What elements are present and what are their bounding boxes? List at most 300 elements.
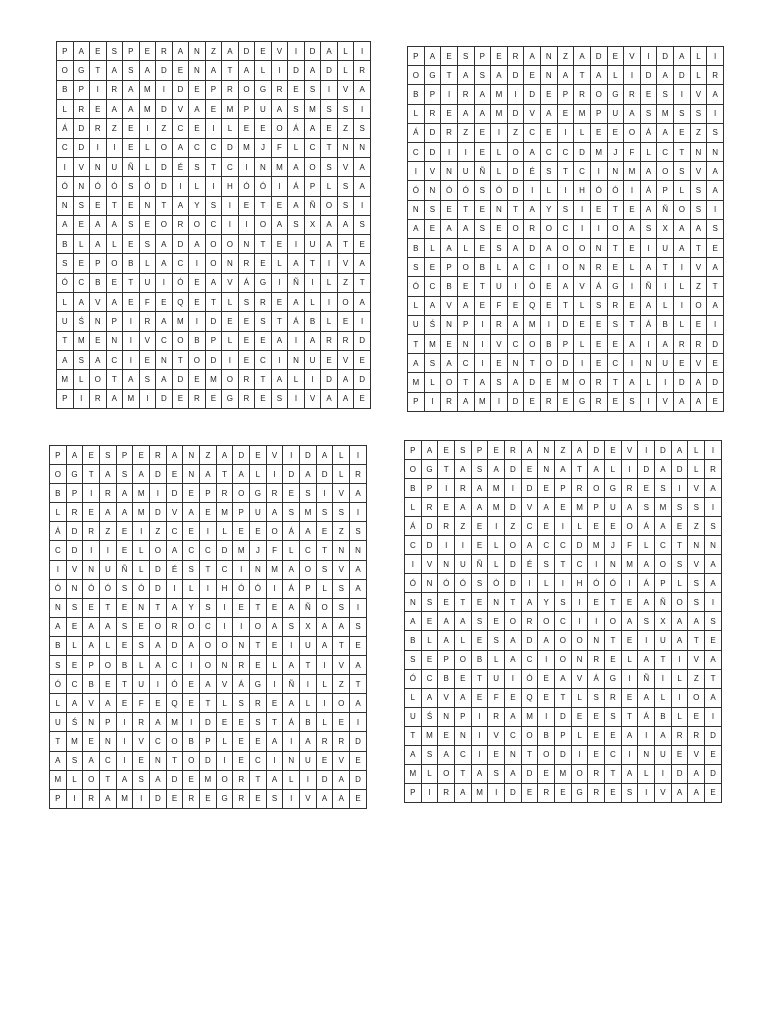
grid-cell: U <box>657 354 674 373</box>
grid-cell: E <box>189 80 206 99</box>
grid-cell: O <box>521 726 538 745</box>
grid-cell: O <box>655 555 672 574</box>
grid-row <box>50 446 367 465</box>
grid-cell: D <box>505 555 522 574</box>
grid-cell: I <box>538 650 555 669</box>
grid-row <box>405 764 722 783</box>
grid-cell: N <box>507 354 524 373</box>
grid-cell: O <box>457 258 474 277</box>
grid-row <box>405 536 722 555</box>
grid-cell: D <box>316 770 333 789</box>
grid-cell: O <box>507 219 524 238</box>
grid-cell: I <box>321 293 338 312</box>
grid-cell: A <box>106 61 123 80</box>
grid-cell: Ó <box>488 574 505 593</box>
grid-cell: N <box>57 196 74 215</box>
grid-cell: R <box>438 517 455 536</box>
grid-cell: A <box>106 99 123 118</box>
grid-cell: D <box>150 503 167 522</box>
grid-cell: V <box>441 296 458 315</box>
grid-row <box>50 770 367 789</box>
word-search-grid-bottom-left <box>49 445 367 809</box>
grid-cell: Á <box>638 517 655 536</box>
grid-cell: A <box>488 460 505 479</box>
grid-cell: F <box>491 296 508 315</box>
grid-cell: E <box>83 446 100 465</box>
grid-cell: A <box>350 484 367 503</box>
grid-cell: S <box>283 503 300 522</box>
grid-cell: E <box>83 598 100 617</box>
grid-cell: S <box>337 196 354 215</box>
grid-row <box>57 99 371 118</box>
grid-cell: A <box>705 574 722 593</box>
grid-cell: D <box>172 370 189 389</box>
grid-cell: D <box>555 707 572 726</box>
grid-row <box>57 42 371 61</box>
grid-cell: U <box>57 312 74 331</box>
grid-cell: I <box>638 441 655 460</box>
grid-cell: D <box>590 47 607 66</box>
grid-cell: E <box>555 783 572 802</box>
grid-cell: Á <box>588 669 605 688</box>
grid-cell: I <box>421 783 438 802</box>
grid-cell: R <box>83 522 100 541</box>
grid-cell: V <box>139 331 156 350</box>
grid-cell: E <box>607 47 624 66</box>
grid-cell: Ó <box>457 181 474 200</box>
grid-cell: S <box>233 694 250 713</box>
grid-cell: S <box>139 370 156 389</box>
grid-cell: E <box>123 119 140 138</box>
grid-cell: A <box>200 465 217 484</box>
grid-cell: T <box>266 713 283 732</box>
grid-cell: V <box>83 694 100 713</box>
grid-cell: E <box>337 312 354 331</box>
grid-cell: C <box>156 331 173 350</box>
grid-cell: E <box>541 373 558 392</box>
grid-cell: I <box>288 42 305 61</box>
grid-cell: O <box>166 732 183 751</box>
grid-cell: T <box>250 598 267 617</box>
grid-cell: D <box>321 370 338 389</box>
grid-cell: D <box>588 441 605 460</box>
grid-cell: Ñ <box>304 196 321 215</box>
grid-cell: L <box>316 675 333 694</box>
grid-cell: E <box>222 312 239 331</box>
grid-row <box>405 631 722 650</box>
grid-cell: R <box>441 123 458 142</box>
grid-cell: A <box>457 392 474 411</box>
grid-cell: G <box>421 460 438 479</box>
grid-cell: I <box>674 296 691 315</box>
grid-cell: I <box>655 669 672 688</box>
grid-cell: C <box>205 215 222 234</box>
grid-cell: M <box>238 138 255 157</box>
grid-cell: O <box>233 484 250 503</box>
grid-row <box>57 312 371 331</box>
grid-cell: J <box>250 541 267 560</box>
grid-cell: Ñ <box>116 560 133 579</box>
grid-cell: A <box>73 42 90 61</box>
grid-cell: L <box>73 370 90 389</box>
grid-cell: M <box>233 541 250 560</box>
grid-cell: T <box>205 157 222 176</box>
grid-cell: Y <box>183 598 200 617</box>
grid-cell: E <box>116 694 133 713</box>
grid-cell: H <box>216 579 233 598</box>
grid-cell: Z <box>505 517 522 536</box>
grid-cell: N <box>333 541 350 560</box>
grid-cell: T <box>90 61 107 80</box>
grid-cell: I <box>638 783 655 802</box>
grid-cell: Z <box>455 517 472 536</box>
grid-cell: L <box>455 631 472 650</box>
grid-cell: I <box>222 196 239 215</box>
grid-cell: E <box>321 119 338 138</box>
grid-cell: S <box>474 219 491 238</box>
grid-cell: V <box>337 80 354 99</box>
grid-cell: A <box>166 446 183 465</box>
grid-cell: E <box>238 119 255 138</box>
grid-cell: V <box>90 293 107 312</box>
grid-row <box>405 441 722 460</box>
grid-cell: Y <box>541 200 558 219</box>
grid-cell: I <box>271 61 288 80</box>
grid-cell: I <box>555 517 572 536</box>
grid-cell: A <box>474 104 491 123</box>
grid-cell: U <box>605 498 622 517</box>
grid-cell: I <box>574 219 591 238</box>
grid-cell: L <box>488 650 505 669</box>
grid-cell: S <box>588 688 605 707</box>
grid-cell: S <box>288 215 305 234</box>
grid-cell: Ñ <box>638 669 655 688</box>
grid-cell: B <box>408 85 425 104</box>
grid-cell: A <box>471 498 488 517</box>
grid-cell: D <box>66 541 83 560</box>
grid-cell: L <box>316 713 333 732</box>
grid-cell: I <box>638 726 655 745</box>
grid-cell: A <box>438 612 455 631</box>
grid-cell: V <box>655 783 672 802</box>
grid-cell: Q <box>172 293 189 312</box>
grid-cell: N <box>590 239 607 258</box>
grid-cell: I <box>474 335 491 354</box>
grid-cell: E <box>491 354 508 373</box>
grid-cell: Ó <box>50 579 67 598</box>
grid-cell: E <box>524 66 541 85</box>
grid-cell: D <box>505 574 522 593</box>
grid-cell: T <box>172 351 189 370</box>
grid-cell: Á <box>288 177 305 196</box>
grid-cell: O <box>150 541 167 560</box>
grid-cell: Ñ <box>300 598 317 617</box>
grid-cell: C <box>421 669 438 688</box>
grid-cell: A <box>655 517 672 536</box>
grid-cell: E <box>183 522 200 541</box>
grid-cell: E <box>538 669 555 688</box>
grid-cell: A <box>300 465 317 484</box>
grid-cell: C <box>505 726 522 745</box>
grid-cell: O <box>189 215 206 234</box>
grid-cell: T <box>471 669 488 688</box>
grid-row <box>50 675 367 694</box>
grid-cell: L <box>408 296 425 315</box>
grid-cell: N <box>607 162 624 181</box>
grid-cell: C <box>172 119 189 138</box>
grid-cell: N <box>238 235 255 254</box>
grid-cell: D <box>156 157 173 176</box>
grid-row <box>50 541 367 560</box>
grid-cell: B <box>405 631 422 650</box>
grid-cell: A <box>321 215 338 234</box>
grid-cell: Ó <box>57 177 74 196</box>
grid-cell: R <box>337 331 354 350</box>
grid-cell: P <box>405 441 422 460</box>
grid-cell: I <box>150 675 167 694</box>
grid-cell: B <box>50 636 67 655</box>
grid-cell: A <box>671 441 688 460</box>
grid-cell: I <box>590 162 607 181</box>
grid-cell: V <box>688 745 705 764</box>
grid-cell: E <box>183 694 200 713</box>
grid-cell: T <box>607 239 624 258</box>
grid-cell: T <box>441 66 458 85</box>
grid-row <box>57 157 371 176</box>
grid-cell: Z <box>200 446 217 465</box>
grid-cell: A <box>555 669 572 688</box>
grid-cell: O <box>621 517 638 536</box>
grid-cell: L <box>638 536 655 555</box>
grid-cell: S <box>707 219 724 238</box>
grid-cell: L <box>671 669 688 688</box>
grid-cell: R <box>624 85 641 104</box>
grid-row <box>57 235 371 254</box>
grid-cell: S <box>200 598 217 617</box>
grid-cell: E <box>90 196 107 215</box>
grid-cell: V <box>271 42 288 61</box>
grid-cell: A <box>200 675 217 694</box>
grid-cell: A <box>538 631 555 650</box>
grid-cell: T <box>605 593 622 612</box>
grid-cell: I <box>471 726 488 745</box>
grid-cell: I <box>350 713 367 732</box>
grid-cell: L <box>657 296 674 315</box>
grid-cell: E <box>521 460 538 479</box>
grid-cell: R <box>588 650 605 669</box>
grid-cell: U <box>405 707 422 726</box>
grid-cell: S <box>690 200 707 219</box>
grid-cell: A <box>123 80 140 99</box>
grid-row <box>50 617 367 636</box>
grid-cell: O <box>538 612 555 631</box>
grid-row <box>50 694 367 713</box>
grid-cell: T <box>57 331 74 350</box>
grid-cell: N <box>424 181 441 200</box>
grid-cell: I <box>189 254 206 273</box>
grid-cell: O <box>555 650 572 669</box>
grid-cell: A <box>638 555 655 574</box>
grid-cell: F <box>621 536 638 555</box>
grid-cell: C <box>50 541 67 560</box>
grid-cell: A <box>521 441 538 460</box>
grid-cell: R <box>183 789 200 808</box>
grid-row <box>405 460 722 479</box>
grid-cell: L <box>491 162 508 181</box>
grid-cell: A <box>657 335 674 354</box>
grid-cell: R <box>90 119 107 138</box>
grid-row <box>408 392 724 411</box>
grid-cell: E <box>238 331 255 350</box>
grid-row <box>50 503 367 522</box>
grid-cell: M <box>200 770 217 789</box>
grid-cell: E <box>205 99 222 118</box>
grid-cell: M <box>521 707 538 726</box>
grid-cell: E <box>66 656 83 675</box>
grid-cell: H <box>571 574 588 593</box>
grid-cell: O <box>271 119 288 138</box>
grid-cell: I <box>674 85 691 104</box>
grid-cell: P <box>405 783 422 802</box>
grid-cell: R <box>541 392 558 411</box>
grid-cell: A <box>116 484 133 503</box>
grid-cell: R <box>150 446 167 465</box>
grid-cell: I <box>83 541 100 560</box>
grid-cell: S <box>255 312 272 331</box>
grid-cell: A <box>638 650 655 669</box>
grid-cell: L <box>690 47 707 66</box>
grid-row <box>408 335 724 354</box>
grid-cell: B <box>474 258 491 277</box>
grid-cell: A <box>571 441 588 460</box>
grid-cell: A <box>421 688 438 707</box>
grid-cell: E <box>507 296 524 315</box>
grid-cell: S <box>337 99 354 118</box>
grid-cell: A <box>471 764 488 783</box>
grid-cell: S <box>674 104 691 123</box>
grid-cell: S <box>624 392 641 411</box>
grid-cell: N <box>73 177 90 196</box>
grid-cell: E <box>607 335 624 354</box>
grid-cell: I <box>200 522 217 541</box>
grid-cell: A <box>316 446 333 465</box>
grid-cell: V <box>521 498 538 517</box>
grid-cell: E <box>524 392 541 411</box>
grid-cell: E <box>421 650 438 669</box>
grid-cell: L <box>222 119 239 138</box>
grid-cell: M <box>488 498 505 517</box>
grid-cell: O <box>441 373 458 392</box>
grid-cell: E <box>638 479 655 498</box>
grid-cell: E <box>189 293 206 312</box>
grid-cell: A <box>688 612 705 631</box>
grid-cell: P <box>441 258 458 277</box>
grid-cell: E <box>233 732 250 751</box>
grid-cell: N <box>83 713 100 732</box>
grid-cell: I <box>133 522 150 541</box>
grid-cell: V <box>690 85 707 104</box>
grid-cell: E <box>605 650 622 669</box>
grid-cell: Z <box>337 273 354 292</box>
grid-cell: B <box>304 312 321 331</box>
grid-cell: O <box>571 631 588 650</box>
grid-cell: V <box>337 157 354 176</box>
grid-cell: R <box>491 315 508 334</box>
grid-cell: A <box>271 99 288 118</box>
grid-cell: A <box>457 219 474 238</box>
grid-cell: L <box>541 181 558 200</box>
grid-cell: I <box>588 555 605 574</box>
grid-cell: S <box>73 351 90 370</box>
grid-cell: D <box>505 460 522 479</box>
grid-cell: Ś <box>421 707 438 726</box>
grid-cell: S <box>350 522 367 541</box>
grid-cell: I <box>705 441 722 460</box>
grid-row <box>408 162 724 181</box>
grid-cell: G <box>66 465 83 484</box>
grid-cell: L <box>674 181 691 200</box>
grid-cell: E <box>205 389 222 408</box>
grid-cell: I <box>321 80 338 99</box>
grid-cell: B <box>183 732 200 751</box>
grid-cell: E <box>238 351 255 370</box>
grid-cell: Á <box>638 574 655 593</box>
grid-cell: R <box>83 789 100 808</box>
grid-cell: Q <box>166 694 183 713</box>
grid-cell: E <box>590 354 607 373</box>
grid-cell: T <box>250 636 267 655</box>
grid-cell: E <box>66 617 83 636</box>
grid-cell: I <box>57 157 74 176</box>
grid-cell: R <box>705 460 722 479</box>
grid-cell: S <box>183 560 200 579</box>
grid-cell: A <box>106 293 123 312</box>
grid-cell: F <box>624 143 641 162</box>
grid-cell: N <box>690 143 707 162</box>
grid-cell: E <box>216 713 233 732</box>
grid-cell: I <box>133 789 150 808</box>
grid-cell: O <box>541 219 558 238</box>
grid-cell: O <box>156 215 173 234</box>
grid-cell: L <box>488 536 505 555</box>
grid-cell: V <box>524 104 541 123</box>
grid-cell: E <box>590 335 607 354</box>
grid-cell: I <box>505 479 522 498</box>
grid-cell: E <box>116 598 133 617</box>
grid-cell: A <box>521 536 538 555</box>
grid-cell: I <box>674 258 691 277</box>
grid-cell: A <box>455 612 472 631</box>
grid-cell: A <box>283 598 300 617</box>
grid-cell: E <box>83 503 100 522</box>
grid-cell: A <box>457 296 474 315</box>
grid-cell: Ó <box>139 177 156 196</box>
grid-cell: C <box>216 560 233 579</box>
grid-cell: R <box>688 726 705 745</box>
grid-cell: D <box>657 47 674 66</box>
grid-cell: A <box>337 389 354 408</box>
grid-cell: I <box>350 598 367 617</box>
grid-cell: S <box>688 498 705 517</box>
grid-cell: D <box>574 143 591 162</box>
grid-cell: D <box>150 560 167 579</box>
grid-cell: E <box>471 517 488 536</box>
grid-row <box>50 579 367 598</box>
grid-cell: I <box>316 484 333 503</box>
grid-cell: I <box>116 751 133 770</box>
grid-cell: R <box>690 335 707 354</box>
grid-cell: T <box>123 273 140 292</box>
